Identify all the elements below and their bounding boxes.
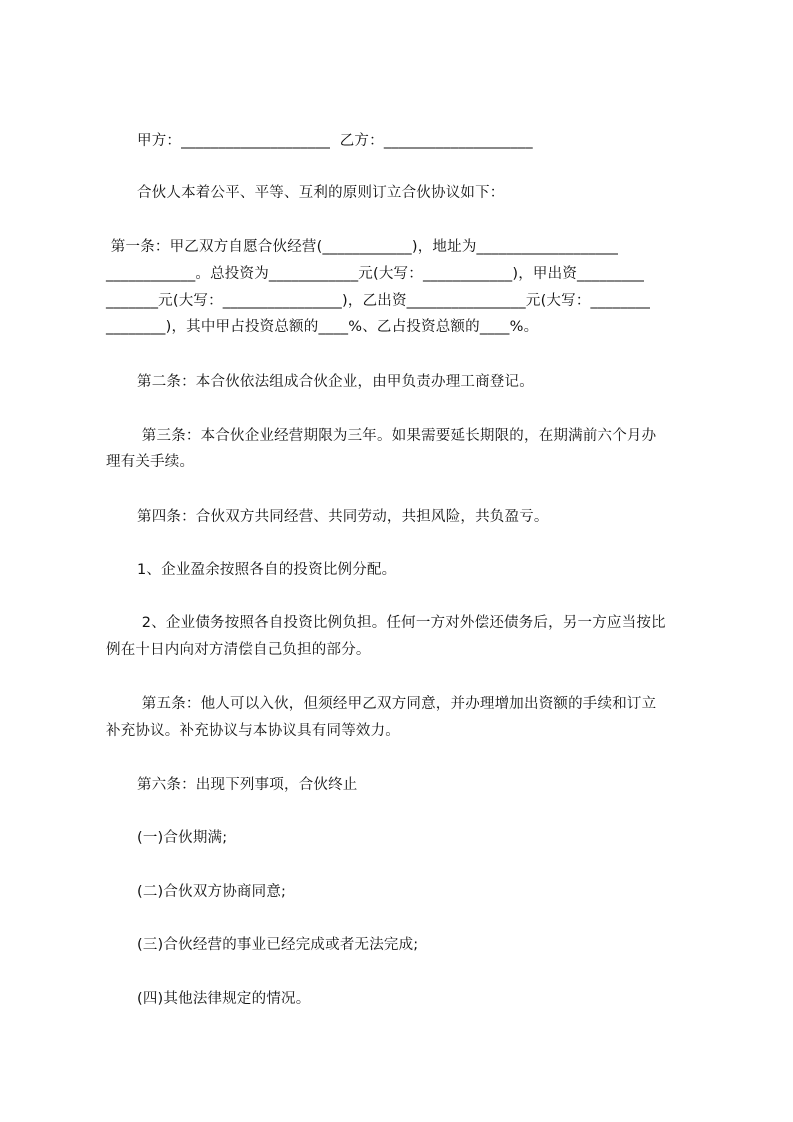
termination-clause-3: (三)合伙经营的事业已经完成或者无法完成; — [137, 937, 419, 953]
intro-paragraph: 合伙人本着公平、平等、互利的原则订立合伙协议如下： — [137, 185, 505, 201]
article-1-line-1: 第一条：甲乙双方自愿合伙经营(____________)，地址为___________________ — [106, 239, 619, 255]
article-4-item-2-line-2: 例在十日内向对方清偿自己负担的部分。 — [106, 642, 371, 658]
termination-clause-1: (一)合伙期满; — [137, 830, 228, 846]
article-4-item-2-line-1: 2、企业债务按照各自投资比例负担。任何一方对外偿还债务后，另一方应当按比 — [137, 615, 666, 631]
article-3-line-2: 理有关手续。 — [106, 454, 195, 470]
article-5-line-2: 补充协议。补充协议与本协议具有同等效力。 — [106, 723, 400, 739]
parties-line: 甲方：____________________ 乙方：____________________ — [137, 133, 533, 149]
article-1-line-4: ________)，其中甲占投资总额的____%、乙占投资总额的____%。 — [106, 319, 539, 335]
article-5-line-1: 第五条：他人可以入伙，但须经甲乙双方同意，并办理增加出资额的手续和订立 — [137, 696, 657, 712]
article-1-line-3: _______元(大写：________________)，乙出资________________元(大写：________ — [106, 293, 651, 309]
termination-clause-2: (二)合伙双方协商同意; — [137, 884, 287, 900]
article-3-line-1: 第三条：本合伙企业经营期限为三年。如果需要延长期限的，在期满前六个月办 — [137, 428, 657, 444]
article-4: 第四条：合伙双方共同经营、共同劳动，共担风险，共负盈亏。 — [137, 509, 549, 525]
article-2: 第二条：本合伙依法组成合伙企业，由甲负责办理工商登记。 — [137, 374, 534, 390]
termination-clause-4: (四)其他法律规定的情况。 — [137, 991, 311, 1007]
article-1-line-2: ____________。总投资为____________元(大写：____________)，甲出资_________ — [106, 266, 645, 282]
article-6: 第六条：出现下列事项，合伙终止 — [137, 777, 358, 793]
article-4-item-1: 1、企业盈余按照各自的投资比例分配。 — [137, 562, 397, 578]
